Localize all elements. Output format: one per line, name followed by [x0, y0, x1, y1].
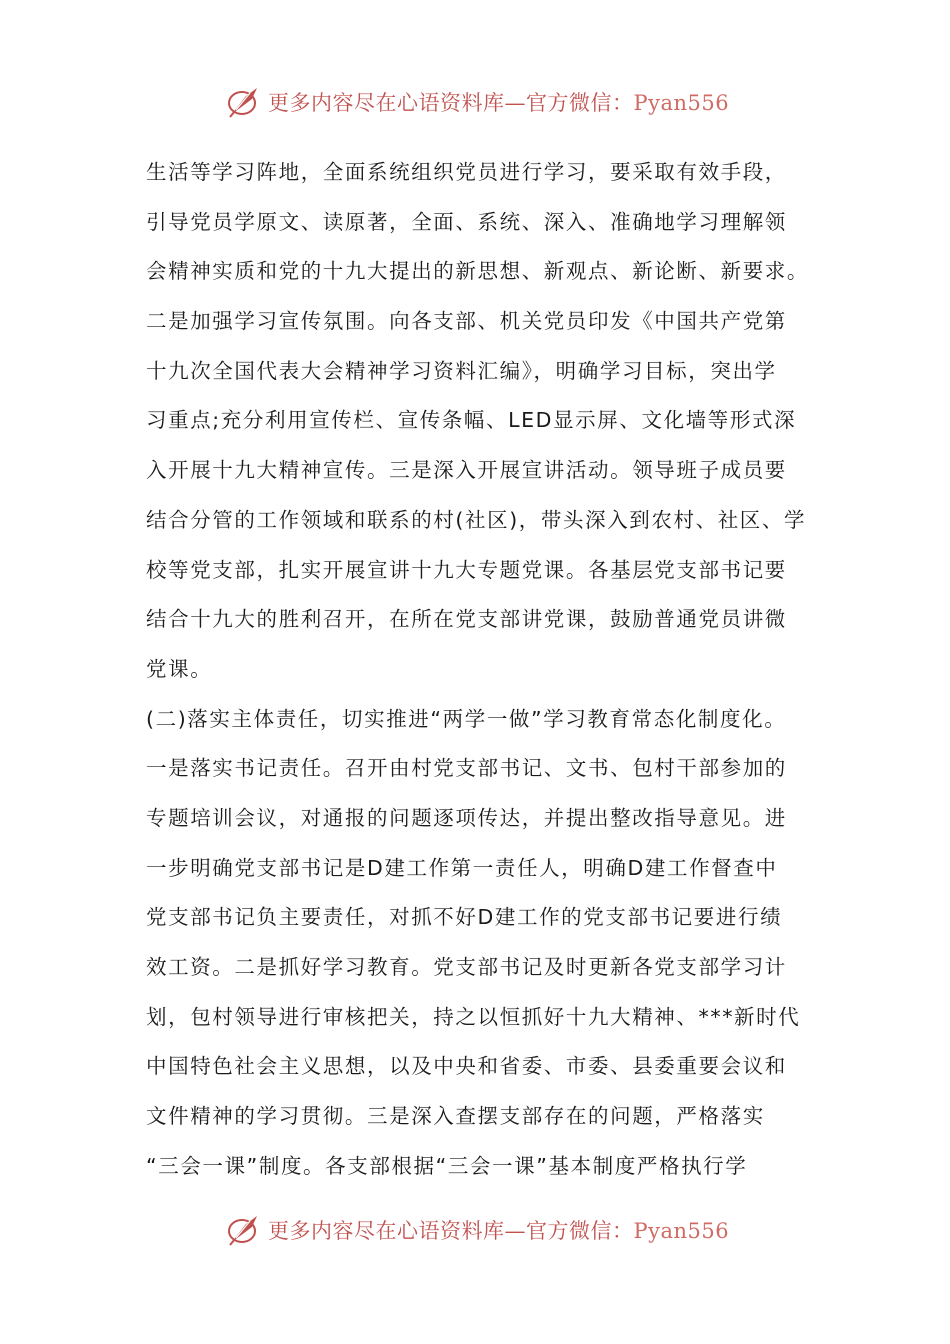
body-line: “三会一课”制度。各支部根据“三会一课”基本制度严格执行学 [146, 1153, 748, 1178]
body-line: 划，包村领导进行审核把关，持之以恒抓好十九大精神、***新时代 [146, 1004, 801, 1029]
body-line: 结合分管的工作领域和联系的村(社区)，带头深入到农村、社区、学 [146, 507, 807, 532]
body-line: 党支部书记负主要责任，对抓不好D建工作的党支部书记要进行绩 [146, 905, 783, 930]
feather-pen-icon [226, 1212, 262, 1248]
feather-pen-icon [226, 84, 262, 120]
body-line: 中国特色社会主义思想，以及中央和省委、市委、县委重要会议和 [146, 1054, 787, 1079]
body-line: 引导党员学原文、读原著，全面、系统、深入、准确地学习理解领 [146, 209, 787, 234]
body-line: 十九次全国代表大会精神学习资料汇编》，明确学习目标，突出学 [146, 358, 777, 383]
header-banner [0, 82, 950, 122]
body-line: 二是加强学习宣传氛围。向各支部、机关党员印发《中国共产党第 [146, 309, 787, 334]
body-line: 结合十九大的胜利召开，在所在党支部讲党课，鼓励普通党员讲微 [146, 607, 787, 632]
body-line: 会精神实质和党的十九大提出的新思想、新观点、新论断、新要求。 [146, 259, 809, 284]
footer-banner [0, 1210, 950, 1250]
body-line: 党课。 [146, 656, 213, 681]
body-line: 文件精神的学习贯彻。三是深入查摆支部存在的问题，严格落实 [146, 1104, 765, 1129]
body-line: 生活等学习阵地，全面系统组织党员进行学习，要采取有效手段， [146, 160, 787, 184]
body-text [146, 148, 826, 1191]
footer-wechat-id: Pyan556 [633, 1219, 730, 1243]
body-line: 入开展十九大精神宣传。三是深入开展宣讲活动。领导班子成员要 [146, 458, 787, 483]
section-heading: (二)落实主体责任，切实推进“两学一做”学习教育常态化制度化。 [146, 706, 787, 731]
footer-banner-text: 更多内容尽在心语资料库—官方微信：Pyan556 [268, 1219, 730, 1243]
header-banner-text: 更多内容尽在心语资料库—官方微信：Pyan556 [268, 91, 730, 115]
body-line: 习重点;充分利用宣传栏、宣传条幅、LED显示屏、文化墙等形式深 [146, 408, 797, 433]
body-line: 校等党支部，扎实开展宣讲十九大专题党课。各基层党支部书记要 [146, 557, 787, 582]
body-line: 一步明确党支部书记是D建工作第一责任人，明确D建工作督查中 [146, 855, 778, 880]
body-line: 效工资。二是抓好学习教育。党支部书记及时更新各党支部学习计 [146, 955, 787, 979]
header-wechat-id: Pyan556 [633, 91, 730, 115]
body-line: 专题培训会议，对通报的问题逐项传达，并提出整改指导意见。进 [146, 805, 787, 830]
body-line: 一是落实书记责任。召开由村党支部书记、文书、包村干部参加的 [146, 756, 787, 781]
